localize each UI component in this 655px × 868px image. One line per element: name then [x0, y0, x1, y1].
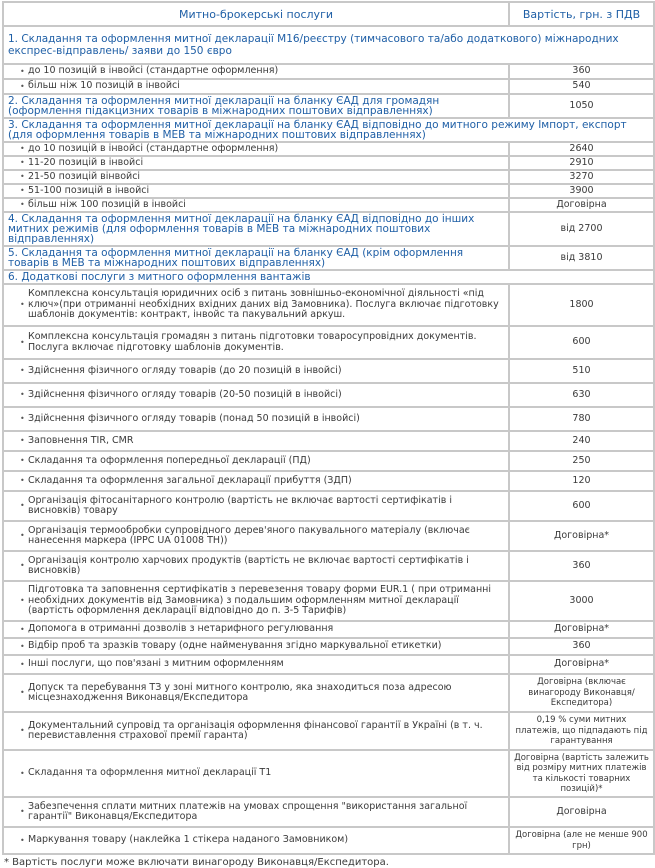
- bullet-icon: •: [20, 835, 25, 845]
- item-label: • Організація термообробки супровідного дерев'яного пакувального матеріалу (включає нанесення маркера (IPPC UA 01008 TH)): [3, 521, 509, 551]
- section-3-row: [3, 118, 654, 142]
- section-title: 1. Складання та оформлення митної декларації М16/реєстру (тимчасового та/або додаткового) міжнародних експрес-відправлень/ заяви до 150 євро: [3, 26, 654, 64]
- table-row: [3, 797, 654, 827]
- table-row: [3, 750, 654, 797]
- item-price: 120: [509, 471, 654, 491]
- bullet-icon: •: [20, 624, 25, 634]
- item-price: 360: [509, 64, 654, 79]
- bullet-icon: •: [20, 81, 25, 91]
- item-price: Договірна*: [509, 655, 654, 674]
- item-price: 250: [509, 451, 654, 471]
- item-price: 360: [509, 638, 654, 655]
- item-price: Договірна (але не менше 900 грн): [509, 827, 654, 854]
- item-label: • Складання та оформлення попередньої декларації (ПД): [3, 451, 509, 471]
- item-label: • до 10 позицій в інвойсі (стандартне оформлення): [3, 64, 509, 79]
- table-row: [3, 383, 654, 407]
- item-price: 3270: [509, 170, 654, 184]
- item-price: 240: [509, 431, 654, 451]
- table-row: [3, 156, 654, 170]
- item-price: Договірна (включає винагороду Виконавця/ Експедитора): [509, 674, 654, 712]
- item-price: 630: [509, 383, 654, 407]
- section-2-row: [3, 94, 654, 118]
- table-row: [3, 170, 654, 184]
- section-price: від 3810: [509, 246, 654, 270]
- item-label: • до 10 позицій в інвойсі (стандартне оформлення): [3, 142, 509, 156]
- bullet-icon: •: [20, 455, 25, 465]
- section-title: 4. Складання та оформлення митної декларації на бланку ЄАД відповідно до інших митних режимів (для оформлення товарів в МЕВ та міжнародних поштових відправленнях): [3, 212, 509, 246]
- table-row: [3, 655, 654, 674]
- bullet-icon: •: [20, 157, 25, 167]
- table-row: [3, 621, 654, 638]
- table-row: [3, 359, 654, 383]
- item-label: • Допомога в отриманні дозволів з нетарифного регулювання: [3, 621, 509, 638]
- bullet-icon: •: [20, 659, 25, 669]
- bullet-icon: •: [20, 413, 25, 423]
- bullet-icon: •: [20, 595, 25, 605]
- table-row: [3, 551, 654, 581]
- bullet-icon: •: [20, 337, 25, 347]
- section-5-row: [3, 246, 654, 270]
- item-label: • більш ніж 100 позицій в інвойсі: [3, 198, 509, 212]
- item-price: 780: [509, 407, 654, 431]
- bullet-icon: •: [20, 806, 25, 816]
- bullet-icon: •: [20, 66, 25, 76]
- bullet-icon: •: [20, 389, 25, 399]
- table-row: [3, 638, 654, 655]
- item-label: • Організація фітосанітарного контролю (вартість не включає вартості сертифікатів і висновків) товару: [3, 491, 509, 521]
- item-price: Договірна*: [509, 521, 654, 551]
- section-title: 6. Додаткові послуги з митного оформлення вантажів: [3, 270, 654, 284]
- bullet-icon: •: [20, 768, 25, 778]
- table-row: [3, 431, 654, 451]
- table-row: [3, 326, 654, 359]
- item-label: • Підготовка та заповнення сертифікатів з перевезення товару форми EUR.1 ( при отриманні необхідних документів від Замовника) з подальшим оформленням митної декларації (вартість оформлення декларації відповідно до п. 3-5 Тарифів): [3, 581, 509, 621]
- table-row: [3, 581, 654, 621]
- item-price: 3900: [509, 184, 654, 198]
- item-price: Договірна: [509, 198, 654, 212]
- table-row: [3, 491, 654, 521]
- table-row: [3, 184, 654, 198]
- item-label: • Складання та оформлення митної декларації Т1: [3, 750, 509, 797]
- table-row: [3, 79, 654, 94]
- table-row: [3, 471, 654, 491]
- bullet-icon: •: [20, 143, 25, 153]
- bullet-icon: •: [20, 560, 25, 570]
- section-price: 1050: [509, 94, 654, 118]
- table-row: [3, 451, 654, 471]
- table-header-row: [3, 2, 654, 26]
- table-row: [3, 407, 654, 431]
- section-1-row: [3, 26, 654, 64]
- section-title: 2. Складання та оформлення митної декларації на бланку ЄАД для громадян (оформлення підакцизних товарів в міжнародних поштових відправленнях): [3, 94, 509, 118]
- bullet-icon: •: [20, 365, 25, 375]
- item-price: 2910: [509, 156, 654, 170]
- item-label: • Здійснення фізичного огляду товарів (20-50 позицій в інвойсі): [3, 383, 509, 407]
- section-4-row: [3, 212, 654, 246]
- section-price: від 2700: [509, 212, 654, 246]
- item-label: • Допуск та перебування ТЗ у зоні митного контролю, яка знаходиться поза адресою місцезнаходження Виконавця/Експедитора: [3, 674, 509, 712]
- item-label: • 11-20 позицій в інвойсі: [3, 156, 509, 170]
- item-label: • більш ніж 10 позицій в інвойсі: [3, 79, 509, 94]
- table-row: [3, 521, 654, 551]
- item-price: 360: [509, 551, 654, 581]
- item-price: Договірна*: [509, 621, 654, 638]
- bullet-icon: •: [20, 435, 25, 445]
- table-row: [3, 712, 654, 750]
- section-title: 5. Складання та оформлення митної декларації на бланку ЄАД (крім оформлення товарів в МЕВ та міжнародних поштових відправленнях): [3, 246, 509, 270]
- footnote: * Вартість послуги може включати винагороду Виконавця/Експедитора.: [4, 857, 389, 868]
- bullet-icon: •: [20, 687, 25, 697]
- item-price: 600: [509, 491, 654, 521]
- item-label: • Складання та оформлення загальної декларації прибуття (ЗДП): [3, 471, 509, 491]
- item-label: • Комплексна консультація громадян з питань підготовки товаросупровідних документів. Послуга включає підготовку шаблонів документів.: [3, 326, 509, 359]
- item-price: 0,19 % суми митних платежів, що підпадають під гарантування: [509, 712, 654, 750]
- column-header-price: Вартість, грн. з ПДВ: [509, 2, 654, 26]
- item-label: • 51-100 позицій в інвойсі: [3, 184, 509, 198]
- item-label: • Відбір проб та зразків товару (одне найменування згідно маркувальної етикетки): [3, 638, 509, 655]
- item-price: 3000: [509, 581, 654, 621]
- item-label: • Здійснення фізичного огляду товарів (до 20 позицій в інвойсі): [3, 359, 509, 383]
- item-price: 510: [509, 359, 654, 383]
- bullet-icon: •: [20, 500, 25, 510]
- item-label: • Комплексна консультація юридичних осіб з питань зовнішньо-економічної діяльності «під ключ»(при отриманні необхідних вхідних даних від Замовника). Послуга включає підготовку шаблонів документів: контракт, інвойс та пакувальний аркуш.: [3, 284, 509, 326]
- bullet-icon: •: [20, 299, 25, 309]
- bullet-icon: •: [20, 171, 25, 181]
- section-title: 3. Складання та оформлення митної декларації на бланку ЄАД відповідно до митного режиму Імпорт, експорт (для оформлення товарів в МЕВ та міжнародних поштових відправленнях): [3, 118, 654, 142]
- table-row: [3, 198, 654, 212]
- bullet-icon: •: [20, 725, 25, 735]
- table-row: [3, 674, 654, 712]
- item-label: • Маркування товару (наклейка 1 стікера наданого Замовником): [3, 827, 509, 854]
- table-row: [3, 142, 654, 156]
- item-label: • Забезпечення сплати митних платежів на умовах спрощення "використання загальної гарантії" Виконавця/Експедитора: [3, 797, 509, 827]
- bullet-icon: •: [20, 199, 25, 209]
- item-label: • 21-50 позицій вінвойсі: [3, 170, 509, 184]
- item-price: 1800: [509, 284, 654, 326]
- item-label: • Документальний супровід та організація оформлення фінансової гарантії в Україні (в т. ч. перевиставлення страхової премії гаранта): [3, 712, 509, 750]
- item-label: • Організація контролю харчових продуктів (вартість не включає вартості сертифікатів і висновків): [3, 551, 509, 581]
- table-row: [3, 284, 654, 326]
- item-price: 600: [509, 326, 654, 359]
- table-row: [3, 64, 654, 79]
- bullet-icon: •: [20, 185, 25, 195]
- item-price: 2640: [509, 142, 654, 156]
- table-row: [3, 827, 654, 854]
- bullet-icon: •: [20, 530, 25, 540]
- item-price: 540: [509, 79, 654, 94]
- column-header-service: Митно-брокерські послуги: [3, 2, 509, 26]
- item-label: • Заповнення TIR, CMR: [3, 431, 509, 451]
- item-label: • Здійснення фізичного огляду товарів (понад 50 позицій в інвойсі): [3, 407, 509, 431]
- item-price: Договірна: [509, 797, 654, 827]
- tariff-table: [2, 1, 655, 855]
- bullet-icon: •: [20, 641, 25, 651]
- item-label: • Інші послуги, що пов'язані з митним оформленням: [3, 655, 509, 674]
- tariff-document: [0, 1, 655, 868]
- item-price: Договірна (вартість залежить від розміру митних платежів та кількості товарних позицій)*: [509, 750, 654, 797]
- section-6-row: [3, 270, 654, 284]
- bullet-icon: •: [20, 475, 25, 485]
